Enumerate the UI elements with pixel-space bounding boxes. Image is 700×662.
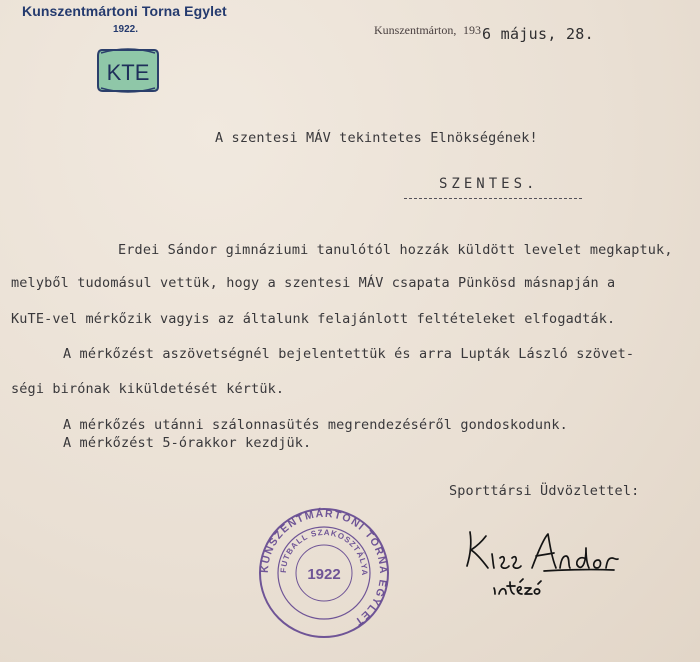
body-line-6: A mérkőzés utánni szálonnasütés megrendezéséről gondoskodunk. <box>63 417 568 433</box>
kte-logo-icon <box>96 47 160 93</box>
body-line-3: KuTE-vel mérkőzik vagyis az általunk felajánlott feltételeket elfogadták. <box>11 311 616 327</box>
date-typed: 6 május, 28. <box>482 25 594 43</box>
body-line-4: A mérkőzést aszövetségnél bejelentettük és arra Lupták László szövet- <box>63 346 635 362</box>
place-printed: Kunszentmárton, <box>374 23 457 37</box>
closing-greeting: Sporttársi Üdvözlettel: <box>449 483 640 499</box>
org-name: Kunszentmártoni Torna Egylet <box>22 3 227 19</box>
stamp-year: 1922 <box>307 566 341 583</box>
addressee-line: A szentesi MÁV tekintetes Elnökségének! <box>215 130 538 146</box>
stamp-outer-text: KUNSZENTMÁRTONI TORNA EGYLET <box>258 507 390 629</box>
logo-text: KTE <box>106 60 150 85</box>
stamp-inner-text: FUTBALL SZAKOSZTÁLYA <box>278 527 370 577</box>
addressee-city: SZENTES. <box>439 176 539 192</box>
city-underline <box>404 198 582 199</box>
body-line-1: Erdei Sándor gimnáziumi tanulótól hozzák küldött levelet megkaptuk, <box>118 242 673 258</box>
club-stamp <box>256 505 392 641</box>
body-line-2: melyből tudomásul vettük, hogy a szentesi MÁV csapata Pünkösd másnapján a <box>11 275 616 291</box>
year-printed: 193 <box>463 23 481 37</box>
body-line-7: A mérkőzést 5-órakkor kezdjük. <box>63 435 312 451</box>
body-line-5: ségi birónak kiküldetését kértük. <box>11 381 285 397</box>
handwritten-signature <box>458 522 628 602</box>
org-founding-year: 1922. <box>113 24 139 35</box>
